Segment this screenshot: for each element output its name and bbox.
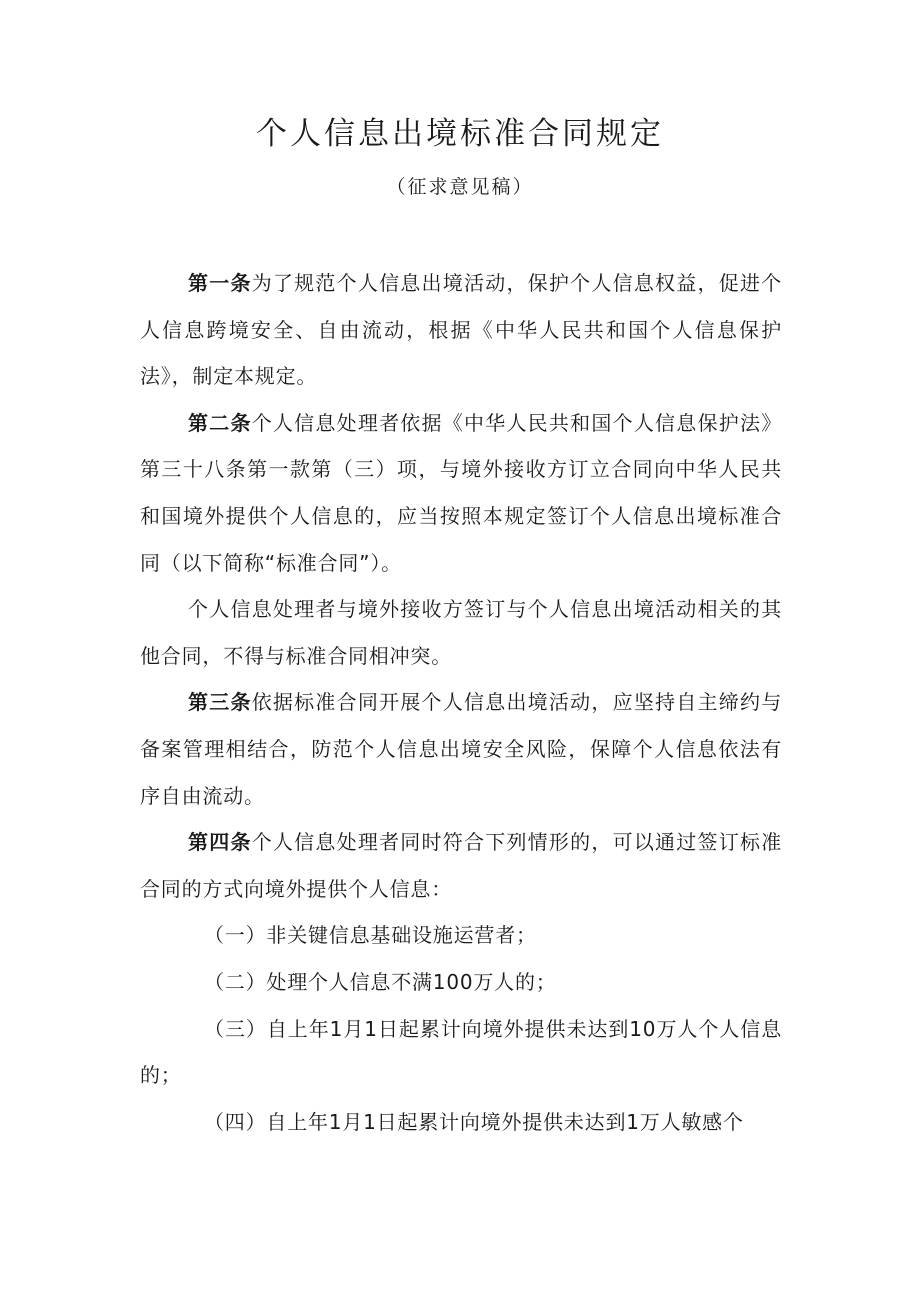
list-item-text: （四）自上年1月1日起累计向境外提供未达到1万人敏感个 — [204, 1109, 744, 1134]
paragraph-article-2-clause — [140, 586, 782, 679]
paragraph-text: 个人信息处理者与境外接收方签订与个人信息出境活动相关的其他合同，不得与标准合同相冲突。 — [140, 597, 782, 668]
document-body — [140, 260, 782, 1145]
list-item — [140, 1006, 782, 1099]
paragraph-text: 个人信息处理者同时符合下列情形的，可以通过签订标准合同的方式向境外提供个人信息： — [140, 830, 783, 901]
paragraph-article-4 — [140, 819, 782, 912]
paragraph-text: 为了规范个人信息出境活动，保护个人信息权益，促进个人信息跨境安全、自由流动，根据《中华人民共和国个人信息保护法》，制定本规定。 — [140, 271, 783, 389]
document-subtitle: （征求意见稿） — [386, 176, 534, 198]
list-item — [140, 1099, 782, 1146]
paragraph-article-3 — [140, 679, 782, 819]
article-number: 第四条 — [188, 830, 252, 855]
article-number: 第三条 — [188, 690, 252, 715]
list-item-text: （一）非关键信息基础设施运营者； — [204, 923, 537, 948]
list-item-text: （二）处理个人信息不满100万人的； — [204, 969, 557, 994]
article-number: 第二条 — [188, 410, 252, 435]
paragraph-text: 个人信息处理者依据《中华人民共和国个人信息保护法》第三十八条第一款第（三）项，与境外接收方订立合同向中华人民共和国境外提供个人信息的，应当按照本规定签订个人信息出境标准合同（以下简称“标准合同”）。 — [140, 410, 783, 575]
article-number: 第一条 — [188, 271, 252, 295]
paragraph-article-2 — [140, 400, 782, 586]
list-item — [140, 959, 782, 1006]
list-item — [140, 912, 782, 959]
paragraph-text: 依据标准合同开展个人信息出境活动，应坚持自主缔约与备案管理相结合，防范个人信息出境安全风险，保障个人信息依法有序自由流动。 — [140, 690, 783, 808]
list-item-text: （三）自上年1月1日起累计向境外提供未达到10万人个人信息的； — [140, 1016, 782, 1088]
paragraph-article-1 — [140, 260, 782, 400]
document-title: 个人信息出境标准合同规定 — [256, 116, 664, 152]
